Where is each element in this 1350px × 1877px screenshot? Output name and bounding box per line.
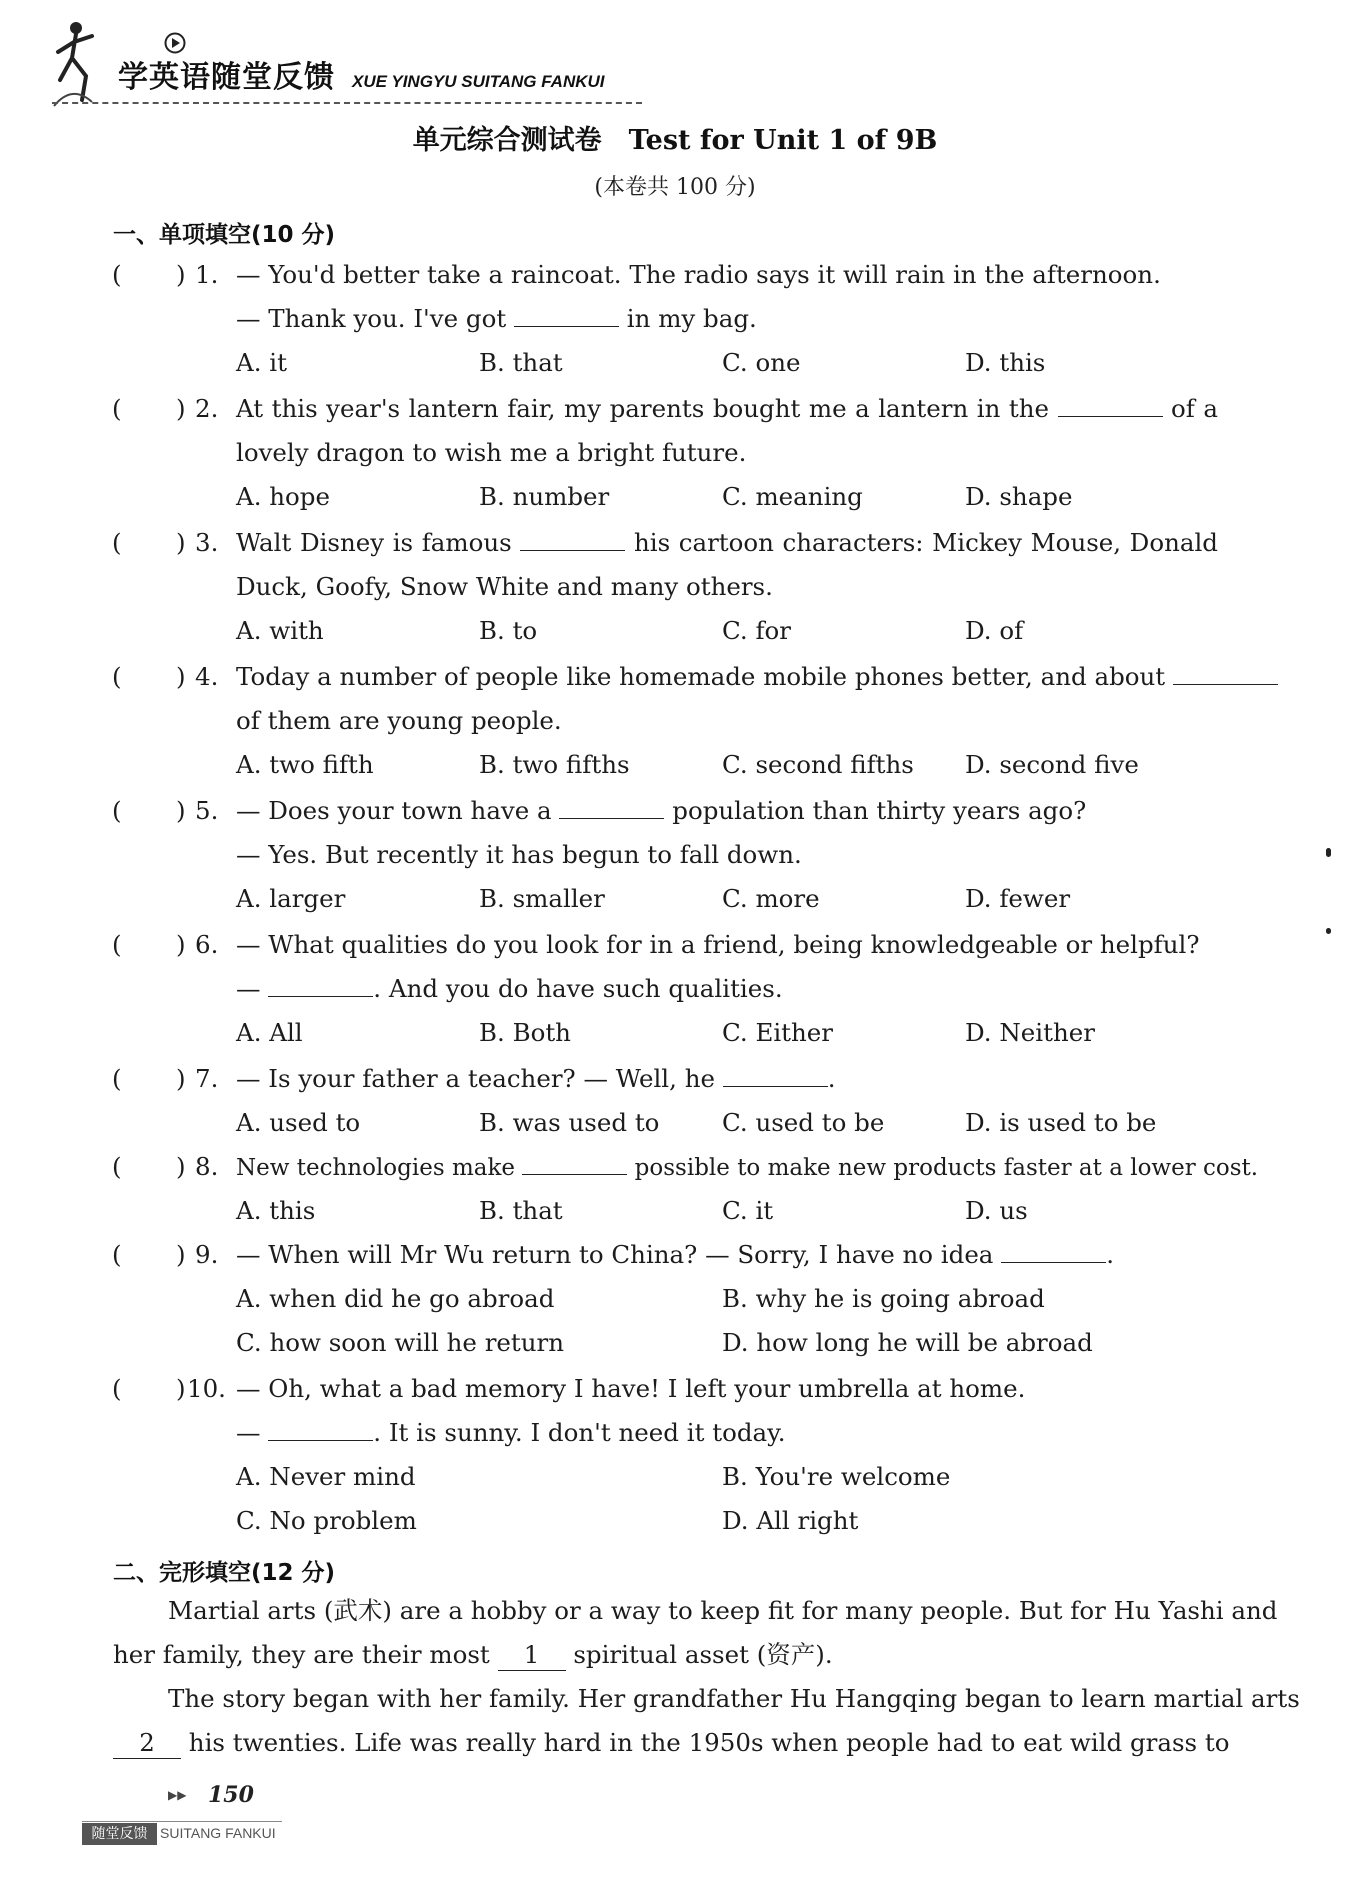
option-d: D. Neither	[965, 1018, 1095, 1047]
answer-paren: ( )	[112, 796, 186, 825]
answer-paren: ( )	[112, 528, 186, 557]
answer-blank[interactable]	[1001, 1240, 1106, 1263]
option-b: B. that	[479, 348, 563, 377]
answer-blank[interactable]	[1173, 662, 1278, 685]
question-text: New technologies make possible to make new products faster at a lower cost.	[236, 1152, 1258, 1183]
cloze-paragraph-2-line-2: 2 his twenties. Life was really hard in the 1950s when people had to eat wild grass to	[113, 1728, 1218, 1759]
answer-paren: ( )	[112, 1374, 186, 1403]
cloze-paragraph-1-line-1: Martial arts (武术) are a hobby or a way to keep fit for many people. But for Hu Yashi and	[168, 1596, 1278, 1625]
runner-figure-icon	[52, 14, 122, 112]
answer-paren: ( )	[112, 1064, 186, 1093]
play-icon	[164, 32, 186, 54]
answer-paren: ( )	[112, 1240, 186, 1269]
option-b: B. that	[479, 1196, 563, 1225]
question-text: — Thank you. I've got in my bag.	[236, 304, 757, 333]
answer-blank[interactable]	[268, 974, 373, 997]
answer-blank[interactable]	[520, 528, 625, 551]
cloze-blank-1[interactable]: 1	[498, 1640, 566, 1671]
question-text: — . And you do have such qualities.	[236, 974, 783, 1003]
question-number: 7.	[195, 1064, 219, 1093]
option-c: C. meaning	[722, 482, 863, 511]
margin-mark	[1326, 848, 1331, 857]
option-d: D. shape	[965, 482, 1073, 511]
option-d: D. second five	[965, 750, 1139, 779]
option-a: A. All	[236, 1018, 303, 1047]
cloze-paragraph-1-line-2: her family, they are their most 1 spiritual asset (资产).	[113, 1640, 833, 1669]
option-b: B. You're welcome	[722, 1462, 951, 1491]
option-a: A. two fifth	[236, 750, 374, 779]
option-b: B. number	[479, 482, 610, 511]
option-c: C. for	[722, 616, 791, 645]
option-a: A. larger	[236, 884, 346, 913]
answer-paren: ( )	[112, 260, 186, 289]
option-a: A. hope	[236, 482, 330, 511]
question-number: 1.	[195, 260, 219, 289]
footer-arrows: ▶▶	[168, 1788, 187, 1802]
option-c: C. how soon will he return	[236, 1328, 565, 1357]
test-subtitle: (本卷共 100 分)	[594, 175, 756, 200]
option-d: D. how long he will be abroad	[722, 1328, 1093, 1357]
answer-blank[interactable]	[522, 1152, 627, 1175]
option-d: D. is used to be	[965, 1108, 1157, 1137]
option-c: C. used to be	[722, 1108, 885, 1137]
footer-badge: 随堂反馈	[82, 1823, 157, 1845]
option-a: A. this	[236, 1196, 316, 1225]
question-text: Today a number of people like homemade mobile phones better, and about	[236, 662, 1218, 692]
answer-paren: ( )	[112, 930, 186, 959]
option-b: B. why he is going abroad	[722, 1284, 1045, 1313]
option-c: C. one	[722, 348, 801, 377]
answer-blank[interactable]	[1058, 394, 1163, 417]
answer-paren: ( )	[112, 1152, 186, 1181]
option-d: D. fewer	[965, 884, 1071, 913]
question-number: 8.	[195, 1152, 219, 1181]
section-1-heading: 一、单项填空(10 分)	[113, 222, 336, 248]
footer-subtitle: SUITANG FANKUI	[160, 1825, 276, 1841]
option-d: D. us	[965, 1196, 1028, 1225]
option-b: B. Both	[479, 1018, 571, 1047]
option-b: B. to	[479, 616, 538, 645]
header-subtitle: XUE YINGYU SUITANG FANKUI	[352, 72, 605, 91]
answer-blank[interactable]	[268, 1418, 373, 1441]
option-a: A. it	[236, 348, 287, 377]
question-text: lovely dragon to wish me a bright future.	[236, 438, 747, 467]
option-c: C. it	[722, 1196, 774, 1225]
question-number: 9.	[195, 1240, 219, 1269]
header-divider	[52, 102, 642, 104]
cloze-paragraph-2-line-1: The story began with her family. Her grandfather Hu Hangqing began to learn martial arts	[168, 1684, 1300, 1713]
option-c: C. No problem	[236, 1506, 417, 1535]
question-number: 10.	[187, 1374, 226, 1403]
question-number: 4.	[195, 662, 219, 691]
page-number: 150	[208, 1782, 254, 1808]
answer-paren: ( )	[112, 662, 186, 691]
question-text: — When will Mr Wu return to China? — Sorry, I have no idea .	[236, 1240, 1115, 1269]
header-title: 学英语随堂反馈	[118, 60, 335, 95]
question-number: 3.	[195, 528, 219, 557]
question-number: 6.	[195, 930, 219, 959]
option-a: A. used to	[236, 1108, 361, 1137]
answer-blank[interactable]	[514, 304, 619, 327]
question-text: — What qualities do you look for in a friend, being knowledgeable or helpful?	[236, 930, 1200, 959]
question-text: — Does your town have a population than thirty years ago?	[236, 796, 1087, 825]
question-text: — Yes. But recently it has begun to fall down.	[236, 840, 802, 869]
footer-divider	[82, 1821, 282, 1822]
option-b: B. two fifths	[479, 750, 630, 779]
question-text: — Is your father a teacher? — Well, he .	[236, 1064, 836, 1093]
question-text: of them are young people.	[236, 706, 562, 735]
question-text: Duck, Goofy, Snow White and many others.	[236, 572, 773, 601]
question-text: — . It is sunny. I don't need it today.	[236, 1418, 786, 1447]
option-d: D. All right	[722, 1506, 859, 1535]
question-text: — Oh, what a bad memory I have! I left your umbrella at home.	[236, 1374, 1026, 1403]
option-c: C. more	[722, 884, 820, 913]
option-a: A. when did he go abroad	[236, 1284, 555, 1313]
question-number: 2.	[195, 394, 219, 423]
question-number: 5.	[195, 796, 219, 825]
margin-mark	[1326, 928, 1331, 934]
option-d: D. of	[965, 616, 1024, 645]
option-c: C. second fifths	[722, 750, 914, 779]
answer-paren: ( )	[112, 394, 186, 423]
option-b: B. smaller	[479, 884, 605, 913]
section-2-heading: 二、完形填空(12 分)	[113, 1560, 336, 1586]
option-a: A. Never mind	[236, 1462, 416, 1491]
answer-blank[interactable]	[559, 796, 664, 819]
cloze-blank-2[interactable]: 2	[113, 1728, 181, 1759]
option-b: B. was used to	[479, 1108, 660, 1137]
option-d: D. this	[965, 348, 1046, 377]
option-a: A. with	[236, 616, 324, 645]
question-text: Walt Disney is famous his cartoon characters: Mickey Mouse, Donald	[236, 528, 1218, 557]
question-text: At this year's lantern fair, my parents bought me a lantern in the of a	[236, 394, 1218, 423]
question-text: — You'd better take a raincoat. The radio says it will rain in the afternoon.	[236, 260, 1161, 289]
answer-blank[interactable]	[723, 1064, 828, 1087]
page-header	[52, 14, 652, 114]
option-c: C. Either	[722, 1018, 834, 1047]
test-title: 单元综合测试卷 Test for Unit 1 of 9B	[412, 125, 938, 156]
